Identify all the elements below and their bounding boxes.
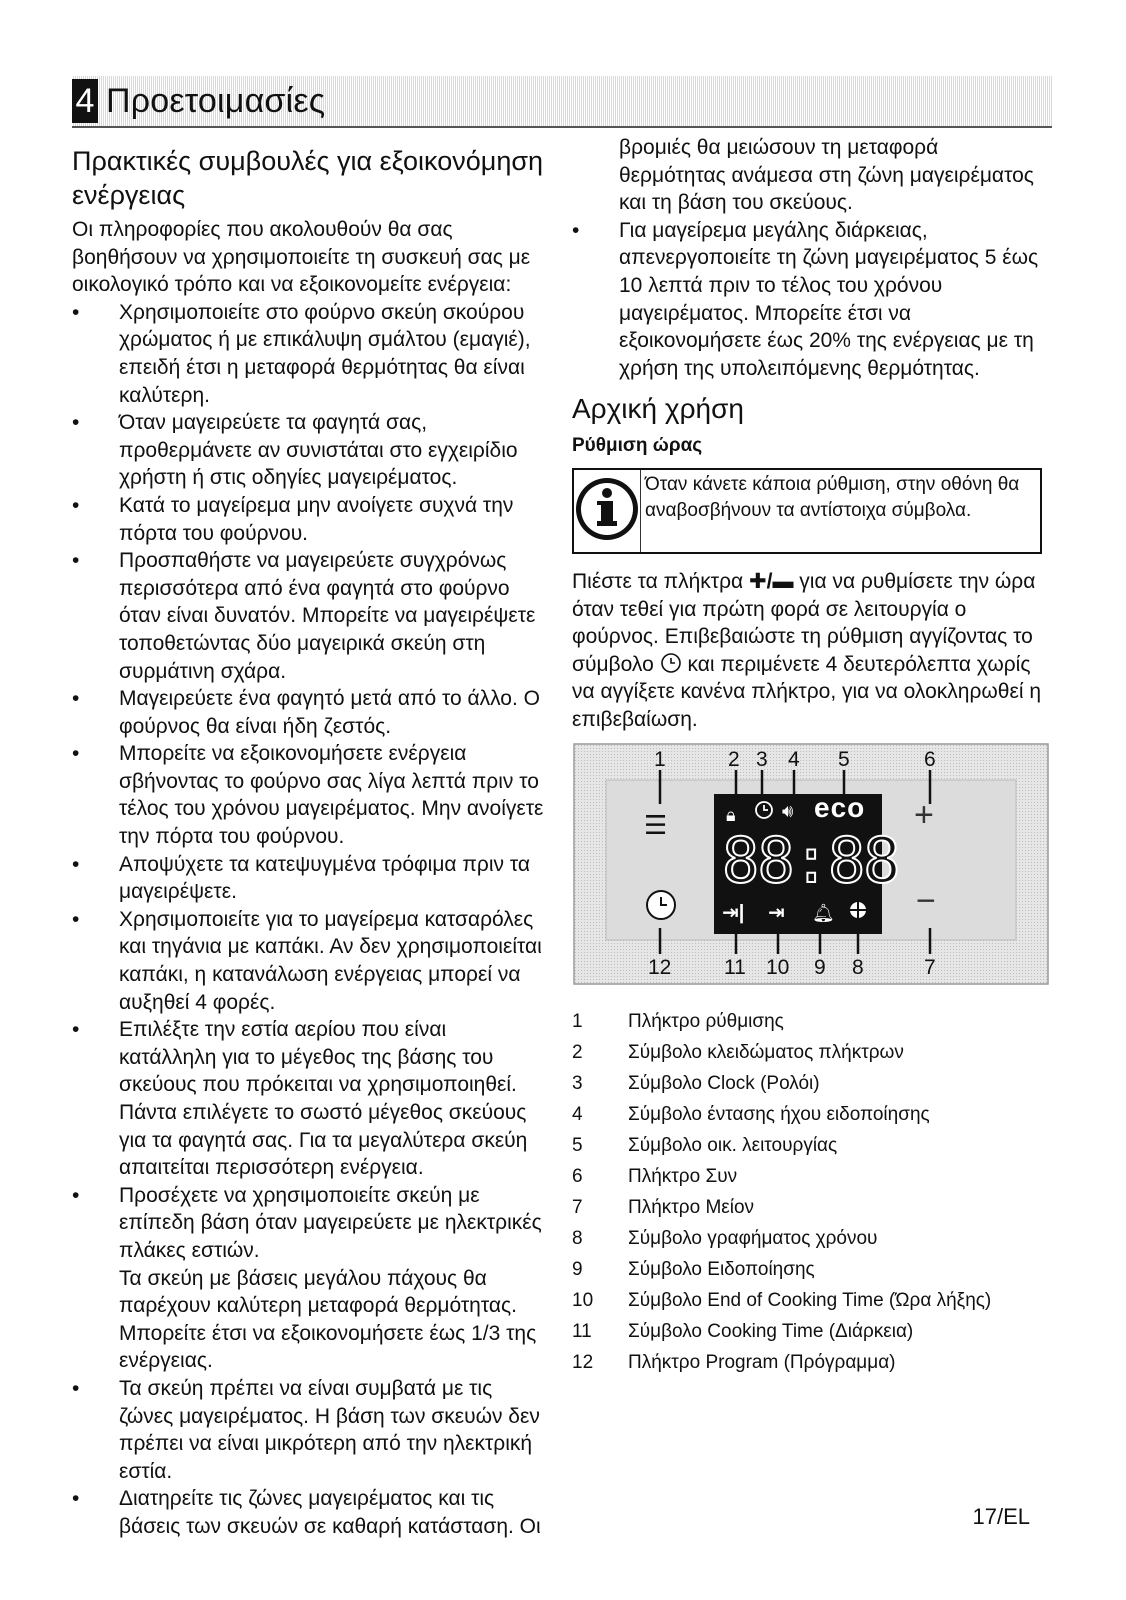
legend-num: 11 xyxy=(572,1320,592,1342)
legend-text: Σύμβολο έντασης ήχου ειδοποίησης xyxy=(628,1103,930,1125)
continuation-text: βρομιές θα μειώσουν τη μεταφορά θερμότητας ανάμεσα στη ζώνη μαγειρέματος και τη βάση του σκεύους. xyxy=(619,136,1034,215)
display-clock-icon xyxy=(754,800,774,828)
legend-row xyxy=(572,1037,1042,1068)
legend-num: 4 xyxy=(572,1103,583,1125)
callout-8: 8 xyxy=(852,955,864,979)
callout-3: 3 xyxy=(756,747,768,771)
callout-10: 10 xyxy=(766,955,790,979)
legend-text: Σύμβολο γραφήματος χρόνου xyxy=(628,1227,878,1249)
right-column xyxy=(572,134,1042,1378)
legend-num: 7 xyxy=(572,1196,583,1218)
list-item: • Αποψύχετε τα κατεψυγμένα τρόφιμα πριν τα μαγειρέψετε. xyxy=(72,851,546,906)
intro-paragraph: Οι πληροφορίες που ακολουθούν θα σας βοηθήσουν να χρησιμοποιείτε τη συσκευή σας με οικολογικό τρόπο και να εξοικονομείτε ενέργεια: xyxy=(72,218,531,297)
plus-minus-icon: ✚/▬ xyxy=(749,569,794,593)
settings-key-icon[interactable]: ☰ xyxy=(644,809,668,840)
list-item: • Διατηρείτε τις ζώνες μαγειρέματος και τις βάσεις των σκευών σε καθαρή κατάσταση. Οι xyxy=(72,1485,546,1540)
legend-text: Πλήκτρο Μείον xyxy=(628,1196,755,1218)
legend-text: Σύμβολο οικ. λειτουργίας xyxy=(628,1134,838,1156)
list-item: • Χρησιμοποιείτε για το μαγείρεμα κατσαρόλες και τηγάνια με καπάκι. Αν δεν χρησιμοποιείται καπάκι, η κατανάλωση ενέργειας μπορεί να αυξηθεί 4 φορές. xyxy=(72,906,546,1016)
list-item: • Κατά το μαγείρεμα μην ανοίγετε συχνά την πόρτα του φούρνου. xyxy=(72,492,546,547)
list-item-text: Προσέχετε να χρησιμοποιείτε σκεύη με επίπεδη βάση όταν μαγειρεύετε με ηλεκτρικές πλάκες εστιών. xyxy=(119,1183,542,1262)
legend-num: 1 xyxy=(572,1010,583,1032)
left-column xyxy=(72,144,546,1541)
instruction-text-2: για να ρυθμίσετε την ώρα όταν τεθεί για πρώτη φορά σε λειτουργία ο φούρνος. Επιβεβαιώστε τη ρύθμιση αγγίζοντας το σύμβολο xyxy=(572,569,1036,676)
legend-row xyxy=(572,1254,1042,1285)
legend-text: Πλήκτρο Συν xyxy=(628,1165,738,1187)
legend-row xyxy=(572,1099,1042,1130)
legend-row xyxy=(572,1006,1042,1037)
key-lock-icon: 🔒︎ xyxy=(726,804,736,825)
minus-key-icon[interactable]: − xyxy=(916,881,936,920)
chapter-number: 4 xyxy=(72,79,98,123)
legend-row xyxy=(572,1223,1042,1254)
eco-symbol: eco xyxy=(814,791,866,823)
legend-num: 10 xyxy=(572,1289,594,1311)
legend-row xyxy=(572,1130,1042,1161)
legend-num: 6 xyxy=(572,1165,583,1187)
callout-1: 1 xyxy=(654,747,666,771)
legend-row xyxy=(572,1316,1042,1347)
legend-text: Πλήκτρο ρύθμισης xyxy=(628,1010,784,1032)
legend-text: Σύμβολο End of Cooking Time (Ώρα λήξης) xyxy=(628,1289,992,1311)
page-number: 17/EL xyxy=(972,1504,1030,1529)
volume-icon: 🔊︎ xyxy=(782,800,794,821)
legend-list xyxy=(572,1006,1042,1378)
legend-num: 8 xyxy=(572,1227,583,1249)
legend-row xyxy=(572,1068,1042,1099)
info-text: Όταν κάνετε κάποια ρύθμιση, στην οθόνη θα αναβοσβήνουν τα αντίστοιχα σύμβολα. xyxy=(640,470,1040,552)
info-note xyxy=(572,468,1042,554)
end-time-icon: ⇥ xyxy=(768,901,785,924)
legend-row xyxy=(572,1285,1042,1316)
legend-row xyxy=(572,1161,1042,1192)
callout-4: 4 xyxy=(788,747,800,771)
control-panel-diagram xyxy=(572,742,1050,986)
plus-key-icon[interactable]: + xyxy=(914,795,934,834)
legend-num: 3 xyxy=(572,1072,583,1094)
section-heading-first-use: Αρχική χρήση xyxy=(572,393,744,425)
tips-list-continued xyxy=(572,134,1042,382)
legend-text: Σύμβολο Clock (Ρολόι) xyxy=(628,1072,820,1094)
list-item-continuation xyxy=(572,134,1042,217)
section-heading-energy: Πρακτικές συμβουλές για εξοικονόμηση ενέργειας xyxy=(72,146,544,210)
legend-num: 2 xyxy=(572,1041,583,1063)
cooking-time-icon: ⇥| xyxy=(722,901,745,924)
legend-text: Πλήκτρο Program (Πρόγραμμα) xyxy=(628,1351,896,1373)
list-item: • Μαγειρεύετε ένα φαγητό μετά από το άλλο. Ο φούρνος θα είναι ήδη ζεστός. xyxy=(72,685,546,740)
subheading-time-setting: Ρύθμιση ώρας xyxy=(572,435,703,457)
time-graph-icon xyxy=(848,900,868,928)
legend-text: Σύμβολο Ειδοποίησης xyxy=(628,1258,815,1280)
callout-5: 5 xyxy=(838,747,850,771)
callout-6: 6 xyxy=(924,747,936,771)
display-digits: 88:88 xyxy=(722,823,899,897)
list-item: • Προσπαθήστε να μαγειρεύετε συγχρόνως περισσότερα από ένα φαγητά στο φούρνο όταν είναι δυνατόν. Μπορείτε να μαγειρέψετε τοποθετώντας δύο μαγειρικά σκεύη στη συρμάτινη σχάρα. xyxy=(72,547,546,685)
legend-row xyxy=(572,1347,1042,1378)
tips-list xyxy=(72,299,546,1541)
list-item: • Μπορείτε να εξοικονομήσετε ενέργεια σβήνοντας το φούρνο σας λίγα λεπτά πριν το τέλος του χρόνου μαγειρέματος. Μην ανοίγετε την πόρτα του φούρνου. xyxy=(72,740,546,850)
legend-text: Σύμβολο κλειδώματος πλήκτρων xyxy=(628,1041,904,1063)
program-key-icon[interactable] xyxy=(644,888,678,930)
legend-num: 5 xyxy=(572,1134,583,1156)
list-item: • Για μαγείρεμα μεγάλης διάρκειας, απενεργοποιείτε τη ζώνη μαγειρέματος 5 έως 10 λεπτά πριν το τέλος του χρόνου μαγειρέματος. Μπορείτε έτσι να εξοικονομήσετε έως 20% της ενέργειας με τη χρήση της υπολειπόμενης θερμότητας. xyxy=(572,217,1042,383)
legend-num: 9 xyxy=(572,1258,583,1280)
callout-7: 7 xyxy=(924,955,936,979)
instruction-text-1: Πιέστε τα πλήκτρα xyxy=(572,569,744,593)
callout-9: 9 xyxy=(814,955,826,979)
callout-11: 11 xyxy=(724,955,746,979)
clock-icon xyxy=(660,653,688,676)
callout-12: 12 xyxy=(648,955,672,979)
list-item: • Όταν μαγειρεύετε τα φαγητά σας, προθερμάνετε αν συνιστάται στο εγχειρίδιο χρήστη ή στις οδηγίες μαγειρέματος. xyxy=(72,409,546,492)
chapter-header xyxy=(72,76,1052,128)
list-item: • Τα σκεύη πρέπει να είναι συμβατά με τις ζώνες μαγειρέματος. Η βάση των σκευών δεν πρέπει να είναι μικρότερη από την ηλεκτρική εστία. xyxy=(72,1375,546,1485)
list-item-extra: Τα σκεύη με βάσεις μεγάλου πάχους θα παρέχουν καλύτερη μεταφορά θερμότητας. Μπορείτε έτσι να εξοικονομήσετε έως 1/3 της ενέργειας. xyxy=(119,1266,537,1373)
instruction-paragraph xyxy=(572,568,1042,734)
legend-text: Σύμβολο Cooking Time (Διάρκεια) xyxy=(628,1320,914,1342)
info-icon xyxy=(574,470,640,548)
legend-num: 12 xyxy=(572,1351,594,1373)
list-item: • Επιλέξτε την εστία αερίου που είναι κατάλληλη για το μέγεθος της βάσης του σκεύους που πρόκειται να χρησιμοποιηθεί. Πάντα επιλέγετε το σωστό μέγεθος σκεύους για τα φαγητά σας. Για τα μεγαλύτερα σκεύη απαιτείται περισσότερη ενέργεια. xyxy=(72,1016,546,1182)
list-item xyxy=(72,1182,546,1375)
alarm-bell-icon: 🔔︎ xyxy=(812,902,835,923)
callout-2: 2 xyxy=(728,747,740,771)
list-item: • Χρησιμοποιείτε στο φούρνο σκεύη σκούρου χρώματος ή με επικάλυψη σμάλτου (εμαγιέ), επειδή έτσι η μεταφορά θερμότητας θα είναι καλύτερη. xyxy=(72,299,546,409)
instruction-text-3: και περιμένετε 4 δευτερόλεπτα χωρίς να αγγίξετε κανένα πλήκτρο, για να ολοκληρωθεί η επιβεβαίωση. xyxy=(572,652,1042,731)
chapter-title: Προετοιμασίες xyxy=(106,81,326,120)
legend-row xyxy=(572,1192,1042,1223)
